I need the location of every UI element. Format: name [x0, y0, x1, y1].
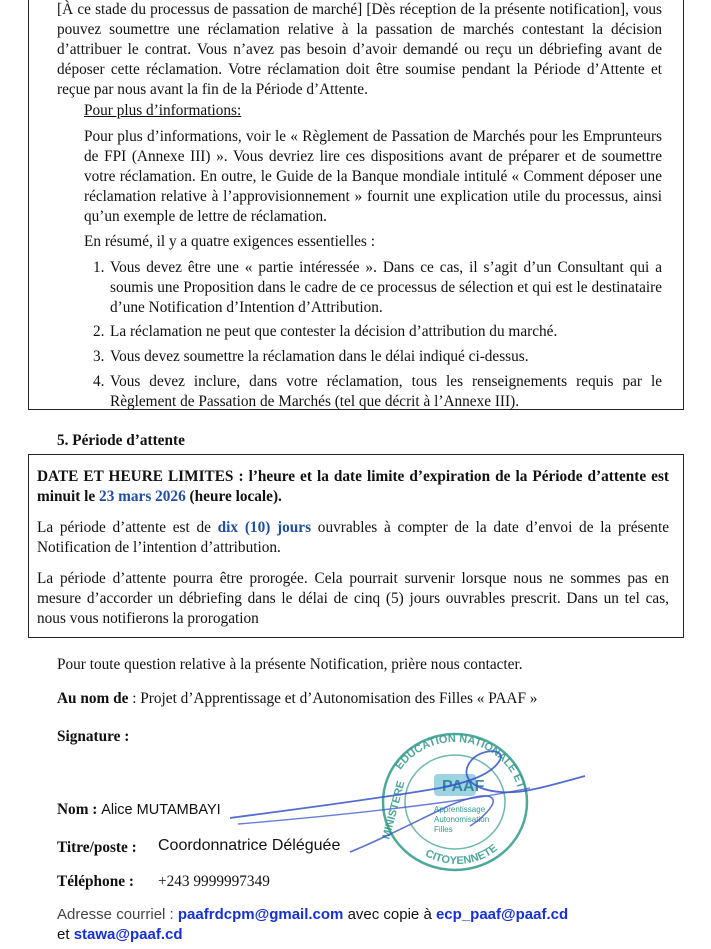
on-behalf-value: : Projet d’Apprentissage et d’Autonomisation des Filles « PAAF » [128, 690, 538, 707]
list-number: 3. [93, 348, 105, 365]
stamp-ring-left: MINISTERE [380, 779, 408, 841]
title-value: Coordonnatrice Déléguée [158, 837, 341, 854]
more-info-paragraph: Pour plus d’informations, voir le « Règlement de Passation de Marchés pour les Emprunteurs de FPI (Annexe III) ». Vous devriez lire ces dispositions avant de préparer et de soumettre votre réclamation. En outre, le Guide de la Banque mondiale intitulé « Comment déposer une réclamation relative à l’approvisionnement » fournit une explication utile du processus, ainsi qu’un exemple de lettre de réclamation. [84, 128, 662, 225]
waiting-text-end: ouvrables à compter de la date d’envoi de la présente Notification de l’intention d’attribution. [37, 519, 669, 556]
email-primary[interactable]: paafrdcpm@gmail.com [177, 906, 344, 923]
waiting-text: La période d’attente est de [37, 519, 218, 536]
phone-label: Téléphone : [57, 873, 134, 890]
list-item: Vous devez soumettre la réclamation dans le délai indiqué ci-dessus. [110, 348, 529, 365]
title-label: Titre/poste : [57, 839, 137, 856]
list-number: 4. [93, 373, 105, 390]
deadline-date: 23 mars 2026 [99, 488, 186, 505]
email-copy[interactable]: ecp_paaf@paaf.cd [435, 906, 569, 923]
waiting-duration-paragraph [37, 518, 669, 558]
name-value: Alice MUTAMBAYI [101, 802, 221, 818]
stamp-inner-1: Apprentissage [434, 805, 486, 814]
signature-label: Signature : [57, 728, 130, 745]
email-line-2 [57, 925, 183, 945]
waiting-days: dix (10) jours [217, 519, 312, 536]
stamp-inner-3: Filles [434, 825, 453, 834]
complaint-paragraph: [À ce stade du processus de passation de marché] [Dès réception de la présente notification], vous pouvez soumettre une réclamation relative à la passation de marchés contestant la décision d’attribuer le contrat. Vous n’avez pas besoin d’avoir demandé ou reçu un débriefing avant de déposer cette réclamation. Votre réclamation doit être soumise pendant la Période d’Attente et reçue par nous avant la fin de la Période d’Attente. [57, 1, 662, 98]
name-label: Nom : [57, 801, 98, 818]
phone-value: +243 9999997349 [158, 873, 270, 890]
extension-paragraph: La période d’attente pourra être prorogée. Cela pourrait survenir lorsque nous ne sommes pas en mesure d’accorder un débriefing dans le délai de cinq (5) jours ouvrables prescrit. Dans un tel cas, nous vous notifierons la prorogation [37, 570, 669, 627]
more-info-heading: Pour plus d’informations: [84, 102, 242, 119]
list-item: La réclamation ne peut que contester la décision d’attribution du marché. [110, 323, 558, 340]
stamp-ring-bottom: CITOYENNETE [423, 842, 500, 868]
list-number: 1. [93, 259, 105, 276]
stamp-logo: PAAF [442, 778, 485, 795]
copy-text: avec copie à [347, 906, 432, 923]
name-line [57, 800, 221, 820]
list-item: Vous devez inclure, dans votre réclamation, tous les renseignements requis par le Règlement de Passation de Marchés (tel que décrit à l’Annexe III). [110, 373, 662, 410]
on-behalf-line [57, 689, 537, 709]
deadline-text: DATE ET HEURE LIMITES : l’heure et la date limite d’expiration de la Période d’attente est minuit le [37, 468, 669, 505]
deadline-suffix: (heure locale). [185, 488, 282, 505]
stamp-inner-2: Autonomisation [434, 815, 490, 824]
deadline-paragraph [37, 467, 669, 507]
contact-question: Pour toute question relative à la présente Notification, prière nous contacter. [57, 656, 523, 673]
on-behalf-label: Au nom de [57, 690, 129, 707]
list-number: 2. [93, 323, 105, 340]
list-item: Vous devez être une « partie intéressée ». Dans ce cas, il s’agit d’un Consultant qui a soumis une Proposition dans le cadre de ce processus de sélection et qui est le destinataire d’une Notification d’Intention d’Attribution. [110, 259, 662, 316]
summary-line: En résumé, il y a quatre exigences essentielles : [84, 233, 375, 250]
stamp-ring-top: EDUCATION NATIONALE ET [393, 732, 527, 791]
email-line [57, 905, 568, 925]
email-label: Adresse courriel : [57, 906, 174, 923]
email-third[interactable]: stawa@paaf.cd [73, 926, 183, 943]
section-title: 5. Période d’attente [57, 432, 185, 449]
et-text: et [57, 926, 70, 943]
